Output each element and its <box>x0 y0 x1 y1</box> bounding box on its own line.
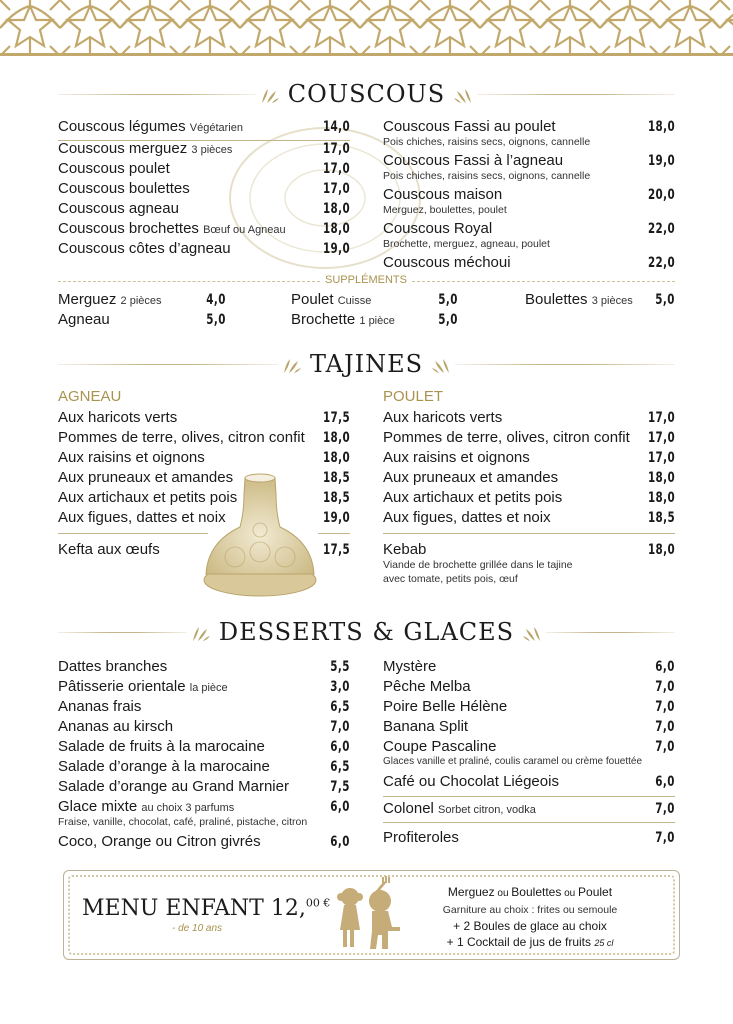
section-title-desserts: DESSERTS & GLACES <box>218 618 515 646</box>
menu-item: Kebab 18,0 <box>383 541 675 558</box>
supplements-label: SUPPLÉMENTS <box>325 274 407 286</box>
moroccan-pattern-banner <box>0 0 733 56</box>
menu-item: Aux raisins et oignons 17,0 <box>383 449 675 466</box>
supplement-item: Poulet Cuisse 5,0 <box>291 291 458 308</box>
menu-item: Couscous Royal 22,0 <box>383 220 675 237</box>
menu-item: Pommes de terre, olives, citron confit 18,0 <box>58 429 350 446</box>
menu-item: Aux pruneaux et amandes 18,0 <box>383 469 675 486</box>
leaf-ornament-icon <box>280 353 302 375</box>
menu-item: Salade d’orange à la marocaine 6,5 <box>58 758 350 775</box>
item-description: Pois chiches, raisins secs, oignons, cannelle <box>383 136 591 148</box>
menu-enfant-garniture: Garniture au choix : frites ou semoule <box>442 904 618 916</box>
item-description: Brochette, merguez, agneau, poulet <box>383 238 550 250</box>
agneau-divider <box>58 533 208 534</box>
menu-item: Aux artichaux et petits pois 18,5 <box>58 489 350 506</box>
menu-item: Salade de fruits à la marocaine 6,0 <box>58 738 350 755</box>
menu-enfant-age: - de 10 ans <box>172 923 223 934</box>
menu-item: Couscous Fassi au poulet 18,0 <box>383 118 675 135</box>
menu-item: Couscous boulettes 17,0 <box>58 180 350 197</box>
leaf-ornament-icon <box>189 621 211 643</box>
item-description: Fraise, vanille, chocolat, café, praliné, pistache, citron <box>58 816 308 828</box>
item-description: Merguez, boulettes, poulet <box>383 204 507 216</box>
menu-item: Ananas frais 6,5 <box>58 698 350 715</box>
menu-item: Pêche Melba 7,0 <box>383 678 675 695</box>
menu-enfant-cocktail: + 1 Cocktail de jus de fruits 25 cl <box>446 935 614 949</box>
menu-item: Aux figues, dattes et noix 19,0 <box>58 509 350 526</box>
menu-item: Aux haricots verts 17,5 <box>58 409 350 426</box>
item-description: Viande de brochette grillée dans le tajine <box>383 559 573 571</box>
menu-item: Aux pruneaux et amandes 18,5 <box>58 469 350 486</box>
menu-item: Banana Split 7,0 <box>383 718 675 735</box>
couscous-section-header <box>58 79 675 109</box>
menu-item: Glace mixte au choix 3 parfums 6,0 <box>58 798 350 815</box>
menu-enfant-title: MENU ENFANT 12,$^{00 €}$ <box>82 896 331 921</box>
header-divider-right <box>546 632 675 633</box>
menu-item: Couscous côtes d’agneau 19,0 <box>58 240 350 257</box>
tajines-section-header <box>58 349 675 379</box>
menu-item: Coupe Pascaline 7,0 <box>383 738 675 755</box>
supplement-item: Brochette 1 pièce 5,0 <box>291 311 458 328</box>
dessert-divider <box>383 796 675 797</box>
category-agneau: AGNEAU <box>58 388 122 405</box>
menu-enfant-details <box>390 884 670 951</box>
menu-enfant-choices: Merguez ou Boulettes ou Poulet <box>447 885 613 899</box>
header-divider-left <box>58 364 278 365</box>
menu-item: Ananas au kirsch 7,0 <box>58 718 350 735</box>
leaf-ornament-icon <box>431 353 453 375</box>
menu-item: Kefta aux œufs 17,5 <box>58 541 350 558</box>
desserts-section-header <box>58 617 675 647</box>
agneau-divider-right <box>318 533 350 534</box>
supplements-divider-right <box>412 281 675 282</box>
poulet-divider <box>383 533 675 534</box>
menu-item: Couscous maison 20,0 <box>383 186 675 203</box>
menu-item: Couscous légumes Végétarien 14,0 <box>58 118 350 135</box>
leaf-ornament-icon <box>453 83 475 105</box>
header-divider-right <box>455 364 675 365</box>
menu-item: Café ou Chocolat Liégeois 6,0 <box>383 773 675 790</box>
section-title-couscous: COUSCOUS <box>287 80 446 108</box>
menu-item: Aux haricots verts 17,0 <box>383 409 675 426</box>
menu-item: Aux figues, dattes et noix 18,5 <box>383 509 675 526</box>
menu-item: Aux artichaux et petits pois 18,0 <box>383 489 675 506</box>
menu-item: Profiteroles 7,0 <box>383 829 675 846</box>
supplement-item: Agneau 5,0 <box>58 311 226 328</box>
item-description: Glaces vanille et praliné, coulis caramel ou crème fouettée <box>383 756 643 767</box>
header-divider-left <box>58 632 187 633</box>
menu-item: Pâtisserie orientale la pièce 3,0 <box>58 678 350 695</box>
category-poulet: POULET <box>383 388 444 405</box>
menu-item: Colonel Sorbet citron, vodka 7,0 <box>383 800 675 817</box>
menu-item: Coco, Orange ou Citron givrés 6,0 <box>58 833 350 850</box>
item-description: avec tomate, petits pois, œuf <box>383 573 518 585</box>
menu-item: Couscous merguez 3 pièces 17,0 <box>58 140 350 157</box>
menu-item: Couscous brochettes Bœuf ou Agneau 18,0 <box>58 220 350 237</box>
menu-item: Mystère 6,0 <box>383 658 675 675</box>
section-title-tajines: TAJINES <box>309 350 424 378</box>
header-divider-right <box>477 94 675 95</box>
menu-enfant-glace: + 2 Boules de glace au choix <box>453 919 607 933</box>
supplement-item: Merguez 2 pièces 4,0 <box>58 291 226 308</box>
menu-item: Pommes de terre, olives, citron confit 17,0 <box>383 429 675 446</box>
tajine-illustration <box>200 472 320 602</box>
menu-item: Couscous méchoui 22,0 <box>383 254 675 271</box>
supplement-item: Boulettes 3 pièces 5,0 <box>525 291 675 308</box>
leaf-ornament-icon <box>522 621 544 643</box>
dessert-divider <box>383 822 675 823</box>
menu-item: Couscous poulet 17,0 <box>58 160 350 177</box>
menu-item: Aux raisins et oignons 18,0 <box>58 449 350 466</box>
menu-item: Couscous Fassi à l’agneau 19,0 <box>383 152 675 169</box>
menu-item: Salade d’orange au Grand Marnier 7,5 <box>58 778 350 795</box>
menu-item: Couscous agneau 18,0 <box>58 200 350 217</box>
header-divider-left <box>58 94 256 95</box>
item-description: Pois chiches, raisins secs, oignons, cannelle <box>383 170 591 182</box>
leaf-ornament-icon <box>258 83 280 105</box>
supplements-divider-left <box>58 281 320 282</box>
menu-item: Dattes branches 5,5 <box>58 658 350 675</box>
menu-item: Poire Belle Hélène 7,0 <box>383 698 675 715</box>
